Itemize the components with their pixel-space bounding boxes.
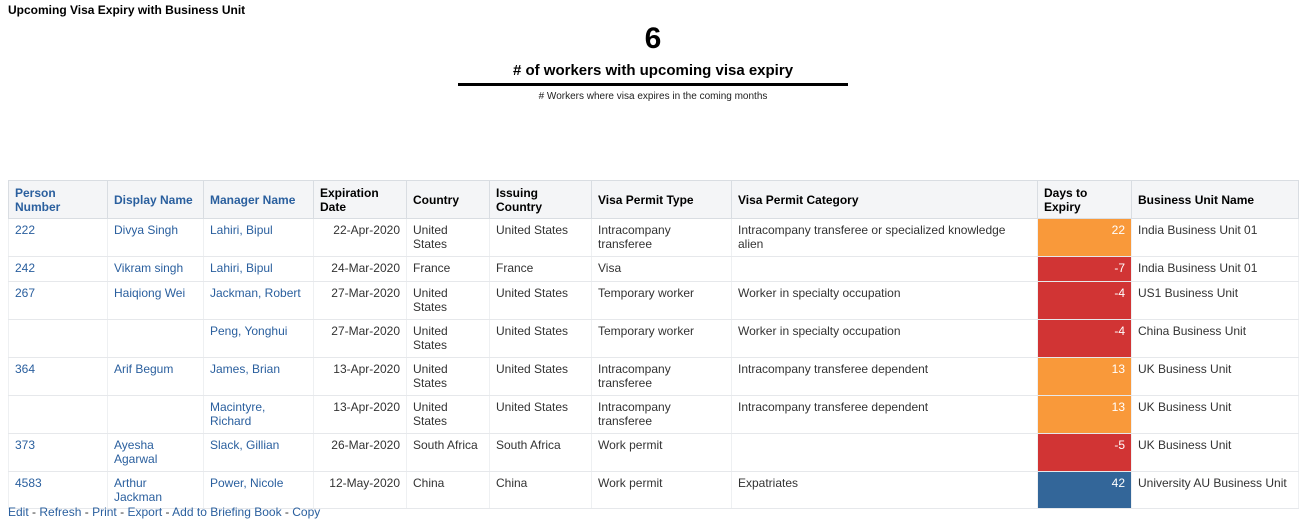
separator: - <box>32 505 40 519</box>
table-row <box>9 472 1299 509</box>
visa-permit-type-cell: Temporary worker <box>592 282 732 320</box>
header-visa-permit-type: Visa Permit Type <box>592 181 732 219</box>
header-business-unit: Business Unit Name <box>1132 181 1299 219</box>
header-person-number[interactable]: Person Number <box>9 181 108 219</box>
person-number-cell[interactable]: 373 <box>9 434 108 472</box>
country-cell: United States <box>407 320 490 358</box>
country-cell: United States <box>407 396 490 434</box>
expiration-date-cell: 27-Mar-2020 <box>314 320 407 358</box>
business-unit-cell: UK Business Unit <box>1132 434 1299 472</box>
days-to-expiry-cell: 13 <box>1038 358 1132 396</box>
issuing-country-cell: United States <box>490 282 592 320</box>
person-number-cell <box>9 320 108 358</box>
visa-permit-type-cell: Intracompany transferee <box>592 219 732 257</box>
display-name-cell[interactable]: Divya Singh <box>108 219 204 257</box>
visa-permit-category-cell: Expatriates <box>732 472 1038 509</box>
manager-name-cell[interactable]: Jackman, Robert <box>204 282 314 320</box>
display-name-cell <box>108 396 204 434</box>
person-number-cell[interactable]: 267 <box>9 282 108 320</box>
separator: - <box>84 505 93 519</box>
business-unit-cell: US1 Business Unit <box>1132 282 1299 320</box>
visa-permit-category-cell <box>732 434 1038 472</box>
refresh-link[interactable]: Refresh <box>39 505 82 519</box>
display-name-cell[interactable]: Arthur Jackman <box>108 472 204 509</box>
visa-expiry-table <box>8 180 1299 509</box>
report-title: Upcoming Visa Expiry with Business Unit <box>8 3 246 17</box>
table-row <box>9 396 1299 434</box>
business-unit-cell: UK Business Unit <box>1132 396 1299 434</box>
header-expiration-date: Expiration Date <box>314 181 407 219</box>
country-cell: France <box>407 257 490 282</box>
export-link[interactable]: Export <box>127 505 163 519</box>
manager-name-cell[interactable]: Power, Nicole <box>204 472 314 509</box>
table-row <box>9 282 1299 320</box>
days-to-expiry-cell: 42 <box>1038 472 1132 509</box>
display-name-cell[interactable]: Haiqiong Wei <box>108 282 204 320</box>
table-row <box>9 434 1299 472</box>
visa-permit-type-cell: Temporary worker <box>592 320 732 358</box>
days-to-expiry-cell: -7 <box>1038 257 1132 282</box>
kpi-subtitle: # Workers where visa expires in the coming months <box>538 91 768 102</box>
person-number-cell[interactable]: 4583 <box>9 472 108 509</box>
header-issuing-country: Issuing Country <box>490 181 592 219</box>
issuing-country-cell: United States <box>490 320 592 358</box>
days-to-expiry-cell: -5 <box>1038 434 1132 472</box>
visa-permit-type-cell: Intracompany transferee <box>592 358 732 396</box>
expiration-date-cell: 24-Mar-2020 <box>314 257 407 282</box>
separator: - <box>165 505 173 519</box>
kpi-number: 6 <box>644 22 662 55</box>
visa-permit-type-cell: Work permit <box>592 434 732 472</box>
table-row <box>9 219 1299 257</box>
issuing-country-cell: South Africa <box>490 434 592 472</box>
copy-link[interactable]: Copy <box>292 505 321 519</box>
display-name-cell[interactable]: Ayesha Agarwal <box>108 434 204 472</box>
expiration-date-cell: 13-Apr-2020 <box>314 358 407 396</box>
issuing-country-cell: United States <box>490 396 592 434</box>
table-body <box>9 219 1299 509</box>
person-number-cell <box>9 396 108 434</box>
kpi-block <box>458 22 848 102</box>
issuing-country-cell: United States <box>490 219 592 257</box>
table-row <box>9 320 1299 358</box>
print-link[interactable]: Print <box>92 505 117 519</box>
header-days-to-expiry: Days to Expiry <box>1038 181 1132 219</box>
add-to-briefing-book-link[interactable]: Add to Briefing Book <box>172 505 282 519</box>
manager-name-cell[interactable]: Lahiri, Bipul <box>204 219 314 257</box>
country-cell: United States <box>407 282 490 320</box>
header-country: Country <box>407 181 490 219</box>
country-cell: South Africa <box>407 434 490 472</box>
business-unit-cell: China Business Unit <box>1132 320 1299 358</box>
issuing-country-cell: China <box>490 472 592 509</box>
expiration-date-cell: 12-May-2020 <box>314 472 407 509</box>
visa-permit-category-cell: Intracompany transferee or specialized knowledge alien <box>732 219 1038 257</box>
days-to-expiry-cell: 13 <box>1038 396 1132 434</box>
display-name-cell[interactable]: Vikram singh <box>108 257 204 282</box>
country-cell: China <box>407 472 490 509</box>
expiration-date-cell: 13-Apr-2020 <box>314 396 407 434</box>
visa-permit-type-cell: Work permit <box>592 472 732 509</box>
table-row <box>9 257 1299 282</box>
separator: - <box>120 505 128 519</box>
person-number-cell[interactable]: 364 <box>9 358 108 396</box>
manager-name-cell[interactable]: Macintyre, Richard <box>204 396 314 434</box>
visa-permit-category-cell: Intracompany transferee dependent <box>732 396 1038 434</box>
visa-permit-category-cell: Worker in specialty occupation <box>732 320 1038 358</box>
expiration-date-cell: 26-Mar-2020 <box>314 434 407 472</box>
business-unit-cell: UK Business Unit <box>1132 358 1299 396</box>
table-row <box>9 358 1299 396</box>
visa-permit-category-cell: Worker in specialty occupation <box>732 282 1038 320</box>
header-manager-name[interactable]: Manager Name <box>204 181 314 219</box>
business-unit-cell: University AU Business Unit <box>1132 472 1299 509</box>
days-to-expiry-cell: -4 <box>1038 320 1132 358</box>
manager-name-cell[interactable]: Slack, Gillian <box>204 434 314 472</box>
issuing-country-cell: United States <box>490 358 592 396</box>
manager-name-cell[interactable]: James, Brian <box>204 358 314 396</box>
kpi-label: # of workers with upcoming visa expiry <box>458 62 848 86</box>
report-footer-links <box>8 505 320 519</box>
header-visa-permit-category: Visa Permit Category <box>732 181 1038 219</box>
expiration-date-cell: 22-Apr-2020 <box>314 219 407 257</box>
country-cell: United States <box>407 219 490 257</box>
person-number-cell[interactable]: 222 <box>9 219 108 257</box>
display-name-cell[interactable]: Arif Begum <box>108 358 204 396</box>
separator: - <box>284 505 293 519</box>
visa-permit-type-cell: Intracompany transferee <box>592 396 732 434</box>
expiration-date-cell: 27-Mar-2020 <box>314 282 407 320</box>
visa-permit-category-cell: Intracompany transferee dependent <box>732 358 1038 396</box>
edit-link[interactable]: Edit <box>8 505 29 519</box>
visa-permit-category-cell <box>732 257 1038 282</box>
country-cell: United States <box>407 358 490 396</box>
business-unit-cell: India Business Unit 01 <box>1132 219 1299 257</box>
display-name-cell <box>108 320 204 358</box>
business-unit-cell: India Business Unit 01 <box>1132 257 1299 282</box>
person-number-cell[interactable]: 242 <box>9 257 108 282</box>
issuing-country-cell: France <box>490 257 592 282</box>
days-to-expiry-cell: -4 <box>1038 282 1132 320</box>
manager-name-cell[interactable]: Peng, Yonghui <box>204 320 314 358</box>
manager-name-cell[interactable]: Lahiri, Bipul <box>204 257 314 282</box>
visa-permit-type-cell: Visa <box>592 257 732 282</box>
header-display-name[interactable]: Display Name <box>108 181 204 219</box>
table-header-row <box>9 181 1299 219</box>
days-to-expiry-cell: 22 <box>1038 219 1132 257</box>
